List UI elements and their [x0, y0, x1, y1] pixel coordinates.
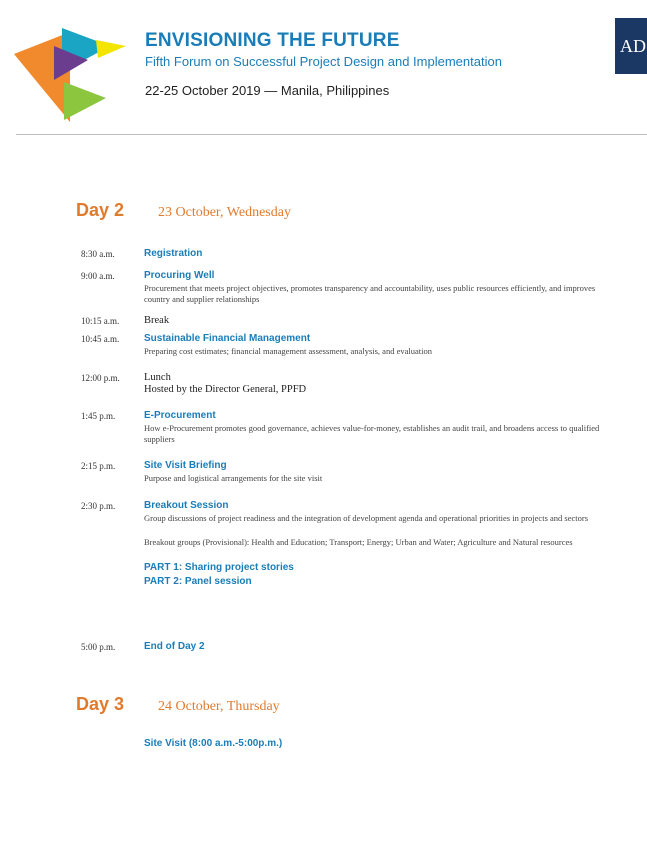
forum-logo	[14, 26, 130, 122]
item-time: 1:45 p.m.	[81, 411, 116, 421]
item-time: 10:15 a.m.	[81, 316, 120, 326]
item-time: 2:30 p.m.	[81, 501, 116, 511]
logo-green-triangle	[64, 82, 106, 120]
event-header	[145, 30, 502, 100]
logo-yellow-triangle	[96, 40, 126, 58]
item-time: 9:00 a.m.	[81, 271, 115, 281]
item-title: Site Visit Briefing	[144, 460, 227, 471]
day3-label: Day 3	[76, 694, 125, 714]
org-logo-badge: AD	[615, 18, 647, 74]
item-title: Sustainable Financial Management	[144, 333, 311, 344]
item-time: 12:00 p.m.	[81, 373, 120, 383]
item-text: Lunch	[144, 372, 171, 383]
item-host: Hosted by the Director General, PPFD	[144, 384, 307, 395]
item-time: 2:15 p.m.	[81, 461, 116, 471]
item-time: 8:30 a.m.	[81, 249, 115, 259]
day3-heading	[76, 694, 280, 715]
breakout-part-2: PART 2: Panel session	[144, 576, 252, 587]
logo-orange-triangle	[14, 32, 70, 122]
item-title: Procuring Well	[144, 270, 215, 281]
day2-heading	[76, 200, 291, 221]
item-description: Procurement that meets project objectives, promotes transparency and accountability, uses public resources efficiently, and improves country and supplier relationships	[144, 283, 596, 304]
item-title: Registration	[144, 248, 203, 259]
item-title: End of Day 2	[144, 641, 205, 652]
item-time: 5:00 p.m.	[81, 642, 116, 652]
breakout-part-1: PART 1: Sharing project stories	[144, 562, 294, 573]
site-visit-title: Site Visit (8:00 a.m.-5:00p.m.)	[144, 738, 283, 749]
day2-date: 23 October, Wednesday	[158, 205, 291, 220]
breakout-parts	[144, 561, 602, 589]
item-description: Preparing cost estimates; financial management assessment, analysis, and evaluation	[144, 346, 432, 356]
event-dates: 22-25 October 2019 — Manila, Philippines	[145, 83, 390, 98]
item-title: E-Procurement	[144, 410, 216, 421]
day2-label: Day 2	[76, 200, 125, 220]
item-text: Break	[144, 315, 170, 326]
item-time: 10:45 a.m.	[81, 334, 120, 344]
event-subtitle: Fifth Forum on Successful Project Design and Implementation	[145, 54, 502, 69]
day3-date: 24 October, Thursday	[158, 699, 280, 714]
breakout-groups-note: Breakout groups (Provisional): Health and Education; Transport; Energy; Urban and Water; Agriculture and Natural resources	[144, 537, 573, 547]
header-divider	[16, 134, 647, 135]
item-description: How e-Procurement promotes good governance, achieves value-for-money, establishes an audit trail, and broadens access to qualified suppliers	[144, 423, 600, 444]
item-title: Breakout Session	[144, 500, 229, 511]
event-title: ENVISIONING THE FUTURE	[145, 30, 400, 51]
item-description: Purpose and logistical arrangements for the site visit	[144, 473, 323, 483]
item-description: Group discussions of project readiness and the integration of development agenda and operational priorities in projects and sectors	[144, 513, 588, 523]
